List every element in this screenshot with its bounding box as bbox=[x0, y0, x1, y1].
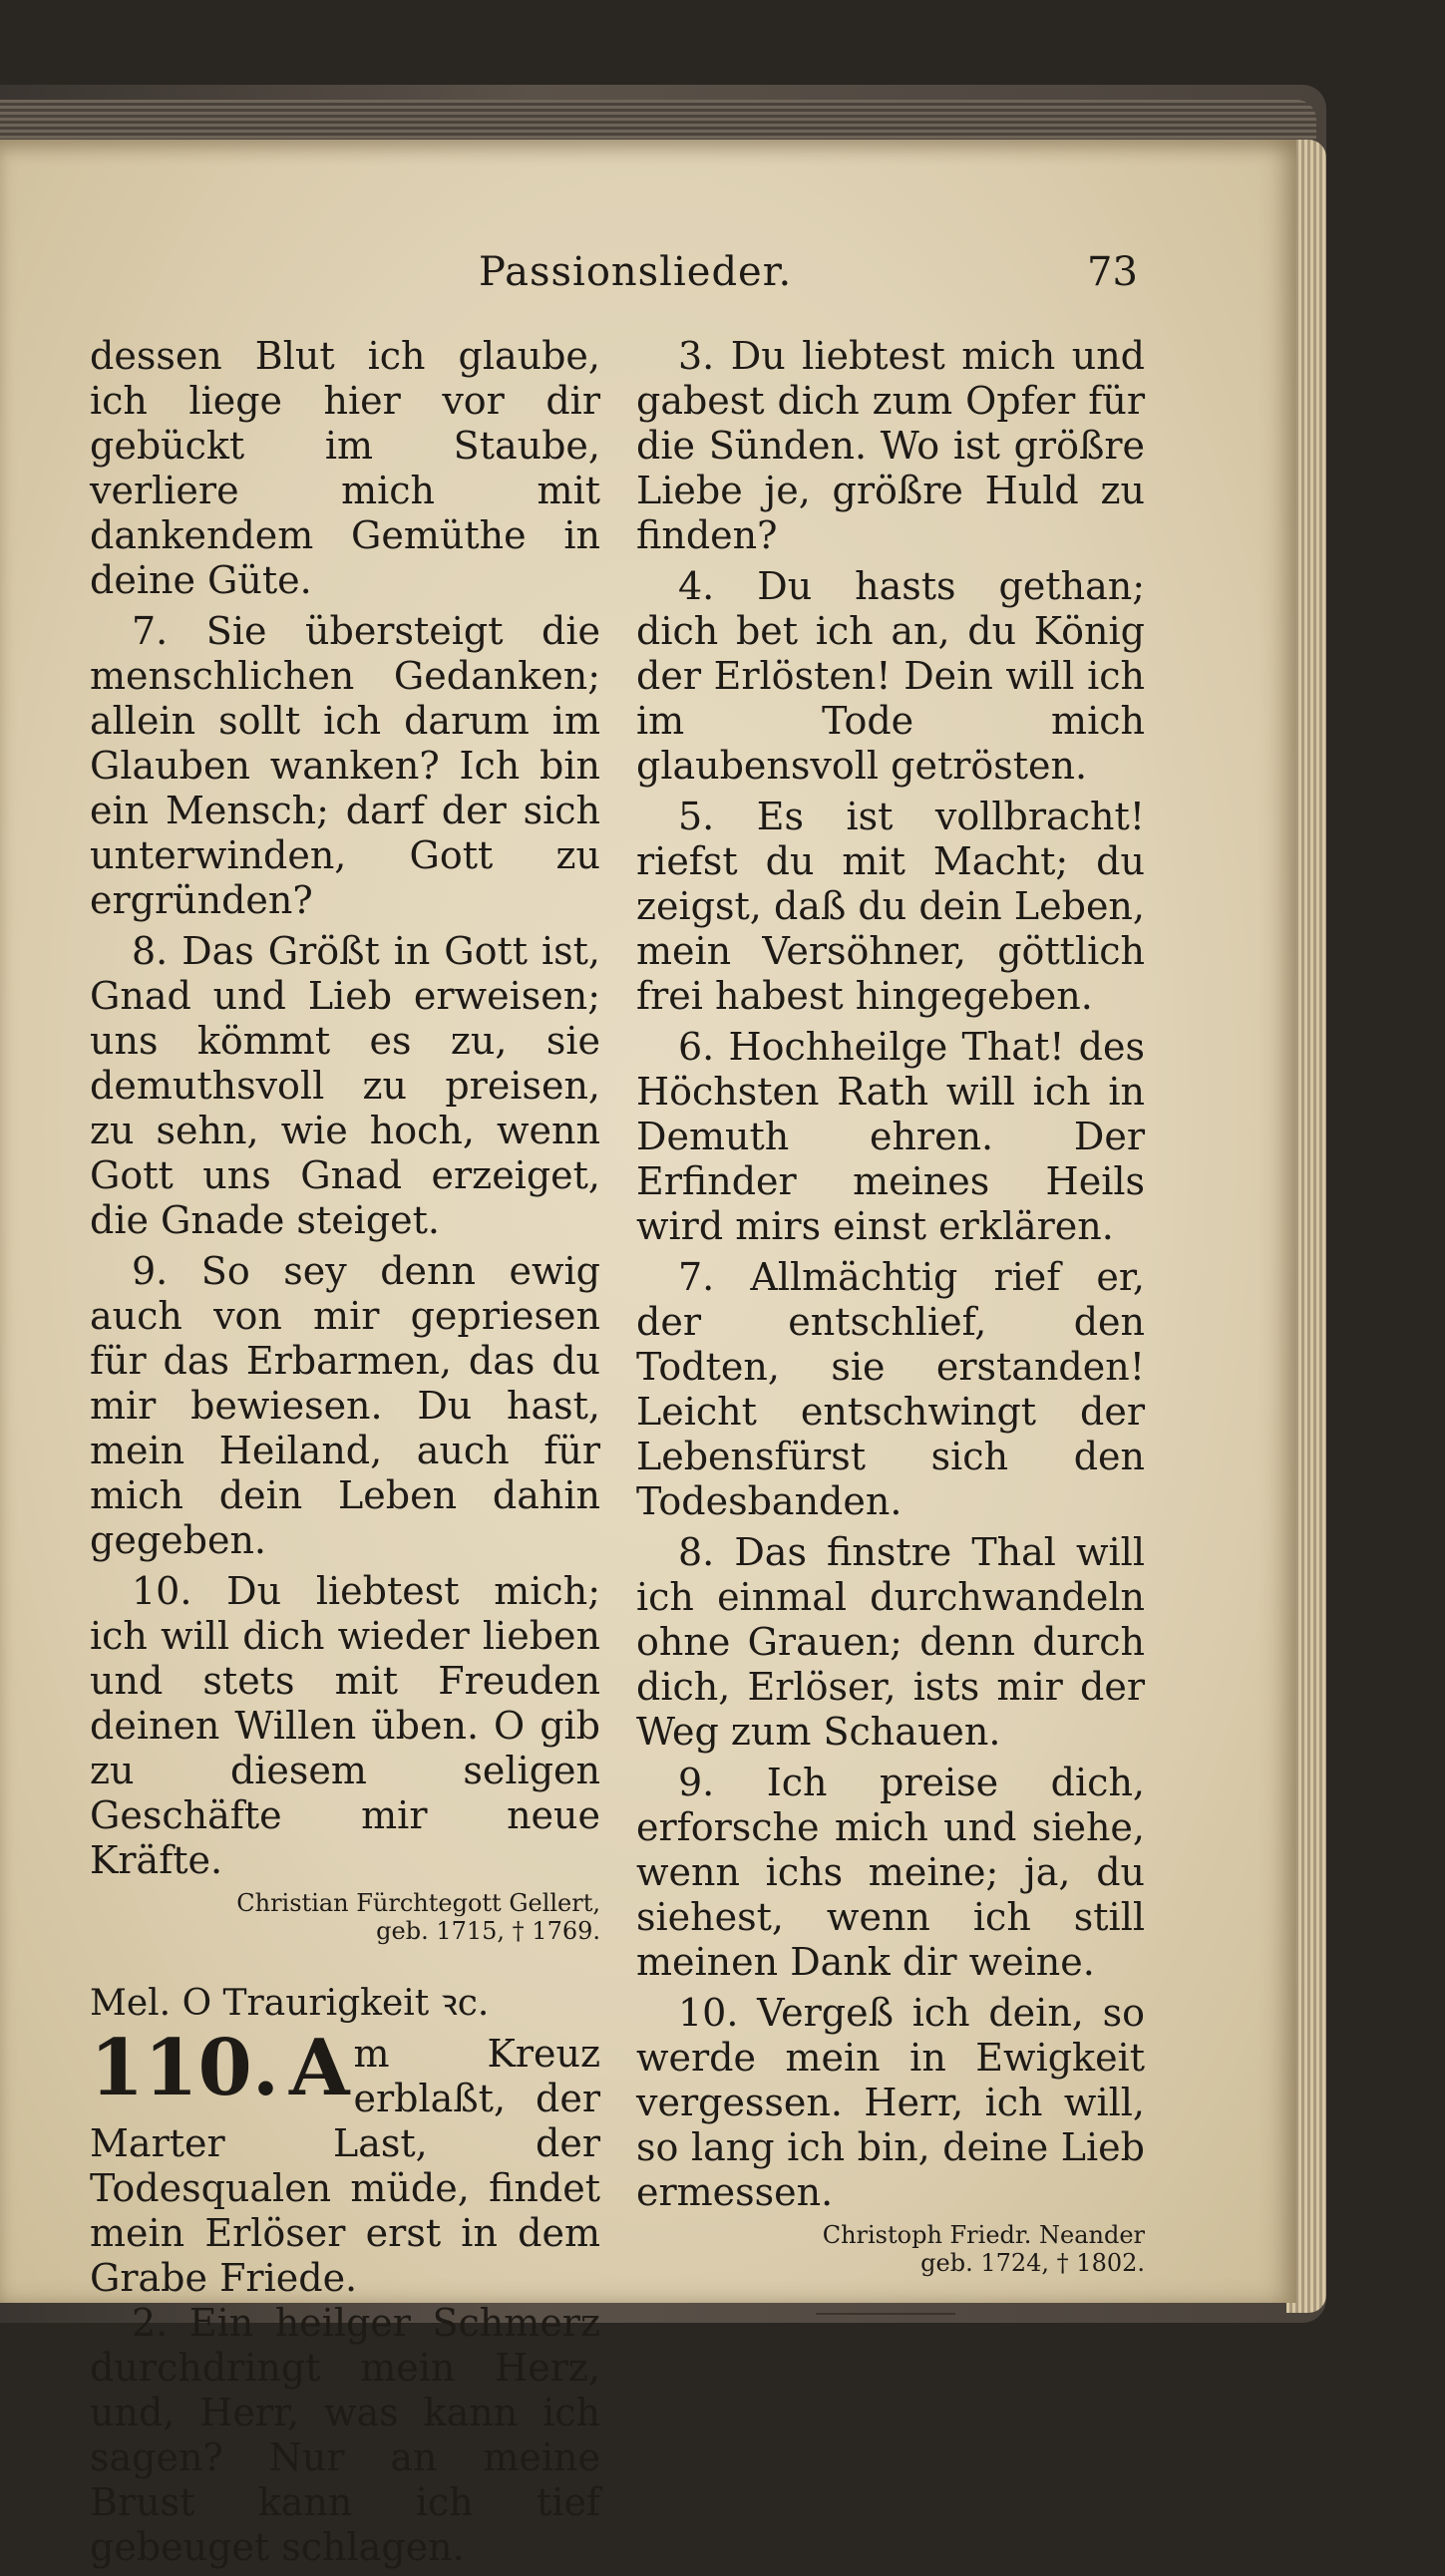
left-column bbox=[90, 334, 600, 2576]
author-attribution bbox=[636, 2221, 1145, 2277]
end-rule bbox=[816, 2313, 955, 2315]
verse-text: 7. Allmächtig rief er, der entschlief, den Todten, sie erstanden! Leicht entschwingt der Lebensfürst sich den Todesbanden. bbox=[636, 1255, 1145, 1523]
melody-line: Mel. O Traurigkeit ꝛc. bbox=[90, 1983, 490, 2024]
page-number: 73 bbox=[1087, 249, 1138, 295]
verse-text: 8. Das Größt in Gott ist, Gnad und Lieb erweisen; uns kömmt es zu, sie demuthsvoll zu preisen, zu sehn, wie hoch, wenn Gott uns Gnad erzeiget, die Gnade steiget. bbox=[90, 929, 600, 1242]
verse-text: 10. Du liebtest mich; ich will dich wieder lieben und stets mit Freuden deinen Willen üben. O gib zu diesem seligen Geschäfte mir neue Kräfte. bbox=[90, 1569, 600, 1882]
verse-text: 6. Hochheilge That! des Höchsten Rath will ich in Demuth ehren. Der Erfinder meines Heils wird mirs einst erklären. bbox=[636, 1025, 1145, 1248]
verse-text: 4. Du hasts gethan; dich bet ich an, du König der Erlösten! Dein will ich im Tode mich glaubensvoll getrösten. bbox=[636, 564, 1145, 788]
verse-text: m Kreuz erblaßt, der Marter Last, der Todesqualen müde, findet mein Erlöser erst in dem Grabe Friede. bbox=[90, 2032, 600, 2300]
hymn-opening bbox=[90, 2023, 600, 2301]
verse-text: 9. Ich preise dich, erforsche mich und siehe, wenn ichs meine; ja, du siehest, wenn ich still meinen Dank dir weine. bbox=[636, 1761, 1145, 1984]
verse-text: 9. So sey denn ewig auch von mir gepriesen für das Erbarmen, das du mir bewiesen. Du hast, mein Heiland, auch für mich dein Leben dahin gegeben. bbox=[90, 1249, 600, 1562]
page-header bbox=[0, 249, 1296, 309]
author-dates: geb. 1724, † 1802. bbox=[920, 2249, 1145, 2277]
verse-text: 10. Vergeß ich dein, so werde mein in Ewigkeit vergessen. Herr, ich will, so lang ich bin, deine Lieb ermessen. bbox=[636, 1991, 1145, 2214]
verse-text: 7. Sie übersteigt die menschlichen Gedanken; allein sollt ich darum im Glauben wanken? Ich bin ein Mensch; darf der sich unterwinden, Gott zu ergründen? bbox=[90, 609, 600, 922]
author-name: Christoph Friedr. Neander bbox=[822, 2221, 1145, 2249]
verse-text: 5. Es ist vollbracht! riefst du mit Macht; du zeigst, daß du dein Leben, mein Versöhner, göttlich frei habest hingegeben. bbox=[636, 795, 1145, 1018]
verse-text: 8. Das finstre Thal will ich einmal durchwandeln ohne Grauen; denn durch dich, Erlöser, ists mir der Weg zum Schauen. bbox=[636, 1530, 1145, 1754]
drop-initial: A bbox=[288, 2023, 350, 2113]
verse-text: 2. Ein heilger Schmerz durchdringt mein Herz, und, Herr, was kann ich sagen? Nur an meine Brust kann ich tief gebeuget schlagen. bbox=[90, 2301, 600, 2569]
right-column bbox=[636, 334, 1145, 2315]
hymn-number: 110. bbox=[90, 2023, 279, 2113]
author-name: Christian Fürchtegott Gellert, bbox=[236, 1889, 600, 1917]
running-title: Passionslieder. bbox=[479, 249, 793, 295]
book-page bbox=[0, 140, 1296, 2569]
verse-text: 3. Du liebtest mich und gabest dich zum Opfer für die Sünden. Wo ist größre Liebe je, größre Huld zu finden? bbox=[636, 334, 1145, 557]
page-edges-top bbox=[0, 100, 1316, 140]
verse-text: dessen Blut ich glaube, ich liege hier vor dir gebückt im Staube, verliere mich mit dankendem Gemüthe in deine Güte. bbox=[90, 334, 600, 602]
author-attribution bbox=[90, 1889, 600, 1945]
author-dates: geb. 1715, † 1769. bbox=[376, 1917, 600, 1945]
